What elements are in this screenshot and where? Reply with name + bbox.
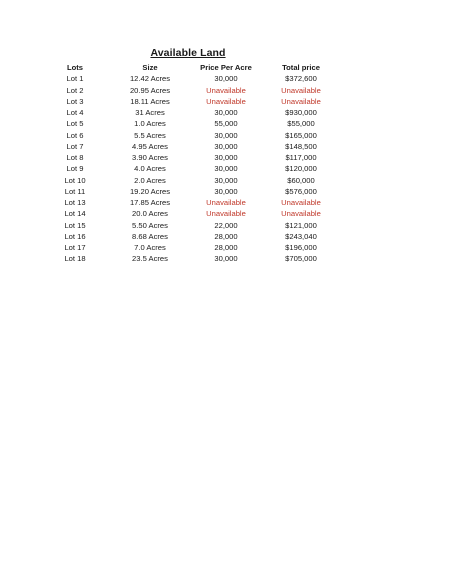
cell-total-price: $705,000 xyxy=(285,254,317,264)
cell-size: 7.0 Acres xyxy=(134,243,166,252)
cell-price-per-acre: Unavailable xyxy=(206,85,246,95)
page-title: Available Land xyxy=(150,47,226,59)
cell-price-per-acre: 30,000 xyxy=(214,141,238,151)
cell-size: 5.5 Acres xyxy=(134,130,166,140)
table-row xyxy=(49,253,349,264)
land-table xyxy=(49,62,349,265)
cell-total-price: $55,000 xyxy=(287,119,315,129)
cell-total-price: $60,000 xyxy=(287,175,315,185)
table-row xyxy=(49,141,349,152)
cell-price-per-acre: Unavailable xyxy=(206,198,246,207)
cell-lot: Lot 17 xyxy=(64,243,86,252)
cell-lot: Lot 7 xyxy=(66,141,84,151)
cell-size: 3.90 Acres xyxy=(132,153,168,162)
table-header xyxy=(49,62,349,73)
cell-lot: Lot 13 xyxy=(64,198,86,207)
table-row xyxy=(49,208,349,219)
cell-price-per-acre: 30,000 xyxy=(214,186,238,196)
cell-price-per-acre: 28,000 xyxy=(214,243,238,252)
cell-total-price: $372,600 xyxy=(285,74,317,84)
cell-lot: Lot 15 xyxy=(64,220,86,230)
cell-lot: Lot 2 xyxy=(66,85,84,95)
cell-total-price: $148,500 xyxy=(285,141,317,151)
cell-total-price: $243,040 xyxy=(285,231,317,241)
cell-size: 5.50 Acres xyxy=(132,220,168,230)
cell-lot: Lot 11 xyxy=(64,186,86,196)
table-row xyxy=(49,220,349,231)
table-row xyxy=(49,96,349,107)
cell-price-per-acre: 30,000 xyxy=(214,130,238,140)
cell-total-price: $576,000 xyxy=(285,186,317,196)
header-row xyxy=(49,62,349,73)
table-row xyxy=(49,152,349,163)
cell-price-per-acre: 30,000 xyxy=(214,175,238,185)
table-row xyxy=(49,130,349,141)
table-body xyxy=(49,73,349,264)
cell-price-per-acre: 55,000 xyxy=(214,119,238,129)
cell-price-per-acre: 30,000 xyxy=(214,164,238,174)
cell-total-price: $196,000 xyxy=(285,243,317,252)
table-row xyxy=(49,118,349,129)
cell-size: 19.20 Acres xyxy=(129,186,171,196)
cell-lot: Lot 18 xyxy=(64,254,86,264)
cell-price-per-acre: Unavailable xyxy=(206,96,246,106)
cell-size: 4.0 Acres xyxy=(134,164,166,174)
table-row xyxy=(49,163,349,174)
cell-total-price: Unavailable xyxy=(281,85,321,95)
cell-total-price: $120,000 xyxy=(285,164,317,174)
header-size: Size xyxy=(142,63,158,72)
cell-total-price: $121,000 xyxy=(285,220,317,230)
cell-size: 2.0 Acres xyxy=(134,175,166,185)
header-price-per-acre: Price Per Acre xyxy=(200,63,252,72)
cell-total-price: $165,000 xyxy=(285,130,317,140)
table-row xyxy=(49,175,349,186)
cell-lot: Lot 10 xyxy=(64,175,86,185)
table-row xyxy=(49,107,349,118)
table-row xyxy=(49,197,349,208)
cell-price-per-acre: 30,000 xyxy=(214,153,238,162)
cell-size: 4.95 Acres xyxy=(132,141,168,151)
cell-size: 23.5 Acres xyxy=(132,254,168,264)
cell-total-price: Unavailable xyxy=(281,198,321,207)
table-row xyxy=(49,85,349,96)
cell-price-per-acre: 22,000 xyxy=(214,220,238,230)
cell-lot: Lot 1 xyxy=(66,74,84,84)
cell-lot: Lot 9 xyxy=(66,164,84,174)
cell-price-per-acre: 30,000 xyxy=(214,74,238,84)
cell-size: 12.42 Acres xyxy=(129,74,171,84)
table-row xyxy=(49,73,349,84)
table-row xyxy=(49,231,349,242)
cell-size: 17.85 Acres xyxy=(129,198,171,207)
cell-lot: Lot 14 xyxy=(64,209,86,219)
cell-price-per-acre: 28,000 xyxy=(214,231,238,241)
cell-lot: Lot 4 xyxy=(66,108,84,117)
cell-lot: Lot 5 xyxy=(66,119,84,129)
cell-price-per-acre: Unavailable xyxy=(206,209,246,219)
cell-total-price: $930,000 xyxy=(285,108,317,117)
cell-size: 8.68 Acres xyxy=(132,231,168,241)
cell-total-price: Unavailable xyxy=(281,96,321,106)
header-lots: Lots xyxy=(66,63,84,72)
header-total-price: Total price xyxy=(282,63,320,72)
table-row xyxy=(49,186,349,197)
cell-size: 20.0 Acres xyxy=(132,209,168,219)
cell-price-per-acre: 30,000 xyxy=(214,108,238,117)
cell-total-price: Unavailable xyxy=(281,209,321,219)
cell-lot: Lot 6 xyxy=(66,130,84,140)
cell-lot: Lot 3 xyxy=(66,96,84,106)
cell-lot: Lot 16 xyxy=(64,231,86,241)
cell-size: 1.0 Acres xyxy=(134,119,166,129)
cell-lot: Lot 8 xyxy=(66,153,84,162)
cell-size: 31 Acres xyxy=(135,108,165,117)
cell-size: 18.11 Acres xyxy=(130,96,170,106)
cell-size: 20.95 Acres xyxy=(129,85,171,95)
cell-price-per-acre: 30,000 xyxy=(214,254,238,264)
table-row xyxy=(49,242,349,253)
cell-total-price: $117,000 xyxy=(285,153,317,162)
